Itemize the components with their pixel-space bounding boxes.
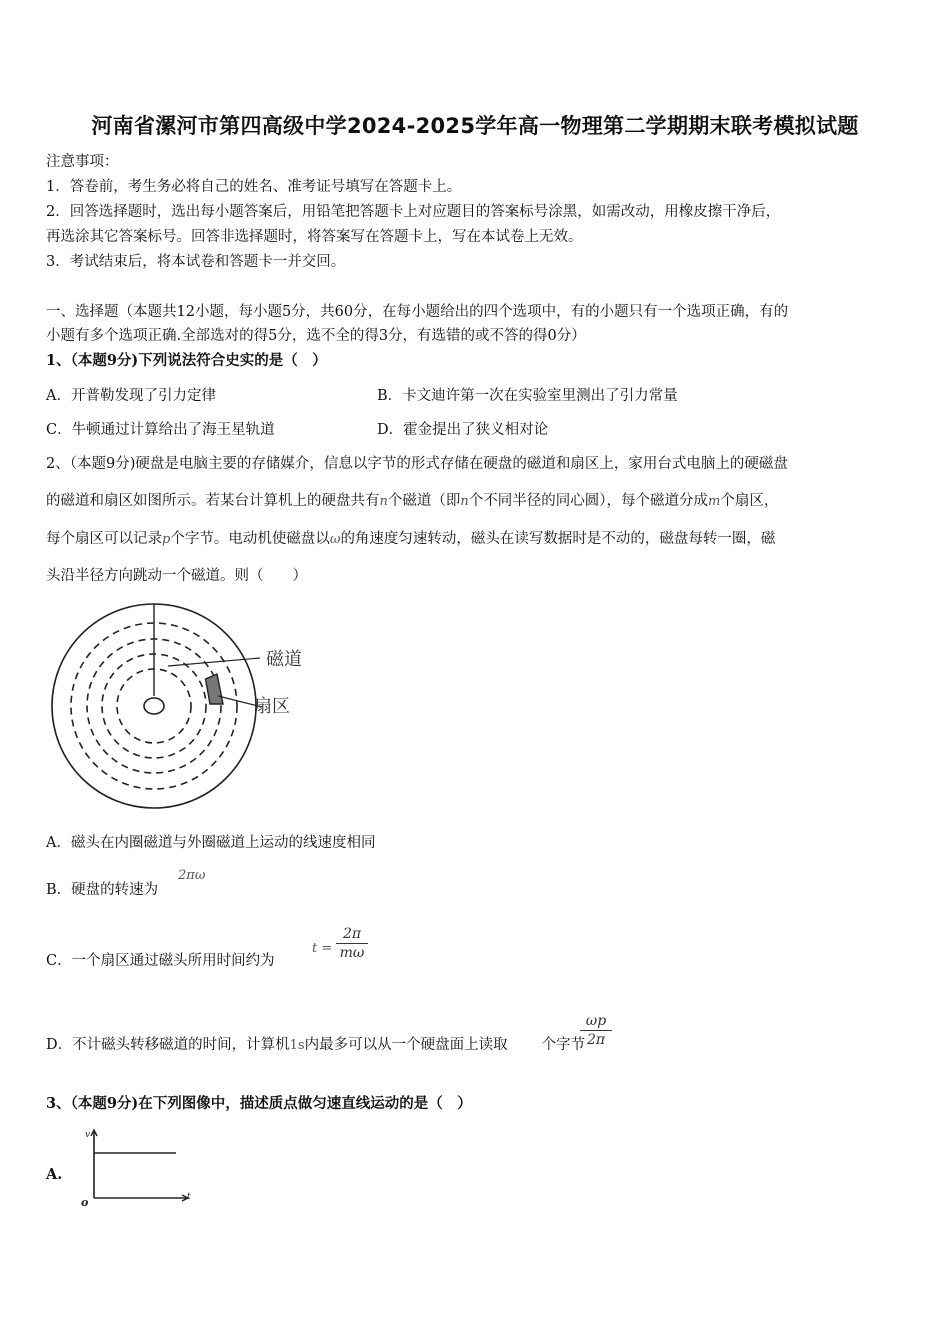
- notice-item: 1．答卷前，考生务必将自己的姓名、准考证号填写在答题卡上。: [46, 179, 462, 195]
- q2-b-formula: 2πω: [178, 868, 206, 883]
- y-label: v: [85, 1130, 91, 1140]
- question-2-stem: 每个扇区可以记录p个字节。电动机使磁盘以ω的角速度匀速转动，磁头在读写数据时是不动的，磁盘每转一圈，磁: [46, 531, 776, 547]
- exam-title: 河南省漯河市第四高级中学2024-2025学年高一物理第二学期期末联考模拟试题: [91, 114, 859, 138]
- notice-heading: 注意事项：: [46, 154, 119, 170]
- var-n: n: [460, 494, 469, 509]
- var-omega: ω: [329, 532, 341, 547]
- q1-option-b[interactable]: B．卡文迪许第一次在实验室里测出了引力常量: [377, 388, 678, 404]
- q3-vt-graph: [76, 1126, 196, 1210]
- hard-disk-figure: [46, 600, 316, 820]
- q1-option-d[interactable]: D．霍金提出了狭义相对论: [377, 422, 549, 438]
- question-1-stem: 1、（本题9分)下列说法符合史实的是（ ）: [46, 352, 327, 369]
- q2-option-c[interactable]: C．一个扇区通过磁头所用时间约为: [46, 953, 275, 969]
- q2-d-fraction: ωp 2π: [580, 1013, 612, 1048]
- q2-option-a[interactable]: A．磁头在内圈磁道与外圈磁道上运动的线速度相同: [46, 835, 376, 851]
- var-m: m: [708, 494, 721, 509]
- section-instructions: 一、选择题（本题共12小题，每小题5分，共60分，在每小题给出的四个选项中，有的小题只有一个选项正确，有的: [46, 304, 789, 320]
- disk-spindle: [144, 698, 164, 714]
- notice-item: 再选涂其它答案标号。回答非选择题时，将答案写在答题卡上，写在本试卷上无效。: [46, 229, 583, 245]
- origin-label: o: [81, 1196, 89, 1209]
- q1-option-c[interactable]: C．牛顿通过计算给出了海王星轨道: [46, 422, 275, 438]
- q2-c-formula-t: t =: [312, 941, 333, 956]
- q2-option-d[interactable]: D．不计磁头转移磁道的时间，计算机1s内最多可以从一个硬盘面上读取 个字节: [46, 1037, 586, 1053]
- notice-item: 2．回答选择题时，选出每小题答案后，用铅笔把答题卡上对应题目的答案标号涂黑，如需改动，用橡皮擦干净后，: [46, 204, 781, 220]
- label-track: 磁道: [266, 649, 302, 670]
- q3-option-a[interactable]: A.: [46, 1166, 63, 1183]
- q2-option-b[interactable]: B．硬盘的转速为: [46, 882, 159, 898]
- notice-item: 3．考试结束后，将本试卷和答题卡一并交回。: [46, 254, 346, 270]
- question-3-stem: 3、（本题9分)在下列图像中，描述质点做匀速直线运动的是（ ）: [46, 1095, 472, 1112]
- question-2-stem: 头沿半径方向跳动一个磁道。则（ ）: [46, 568, 307, 584]
- var-p: p: [162, 532, 171, 547]
- section-instructions: 小题有多个选项正确.全部选对的得5分，选不全的得3分，有选错的或不答的得0分）: [46, 328, 586, 344]
- x-label: t: [187, 1192, 191, 1202]
- question-2-stem: 的磁道和扇区如图所示。若某台计算机上的硬盘共有n个磁道（即n个不同半径的同心圆），每个磁道分成m个扇区，: [46, 493, 779, 509]
- question-2-stem: 2、（本题9分)硬盘是电脑主要的存储媒介，信息以字节的形式存储在硬盘的磁道和扇区上，家用台式电脑上的硬磁盘: [46, 456, 788, 472]
- q1-option-a[interactable]: A．开普勒发现了引力定律: [46, 388, 216, 404]
- label-sector: 扇区: [254, 696, 290, 717]
- var-n: n: [379, 494, 388, 509]
- sector-shaded: [206, 674, 224, 704]
- q2-c-fraction: 2π mω: [336, 926, 368, 961]
